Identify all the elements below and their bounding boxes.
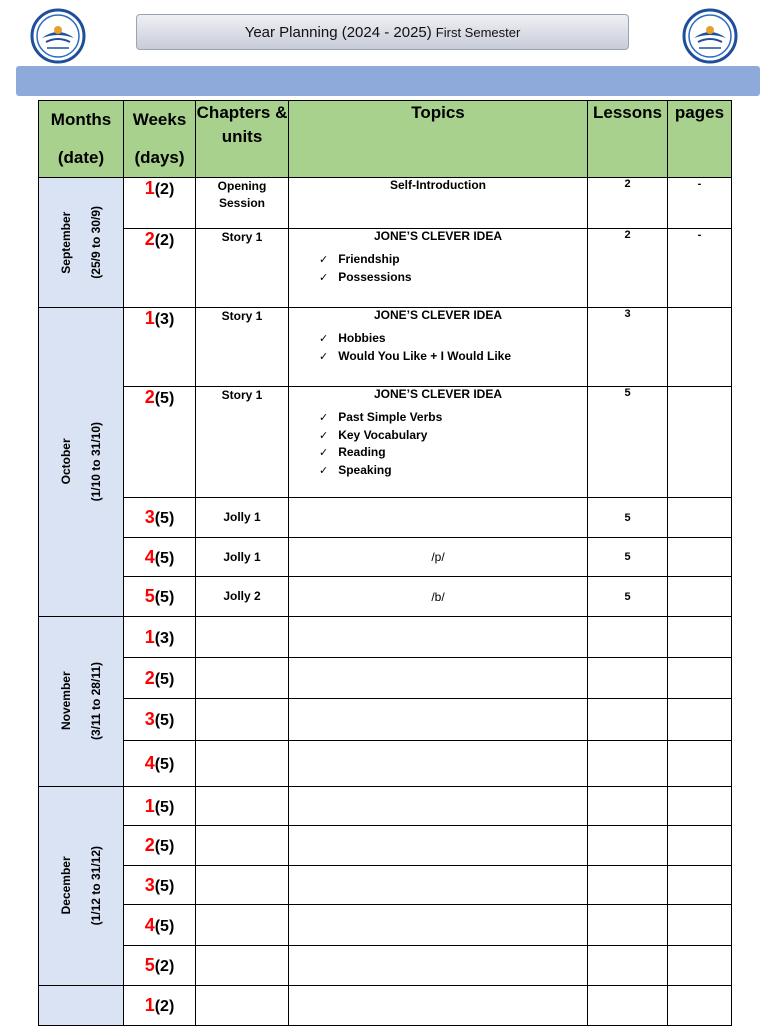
- week-cell: [124, 946, 196, 986]
- week-number: 5: [144, 955, 155, 975]
- pages-cell: [668, 538, 732, 577]
- header-months-sub: (date): [57, 148, 105, 167]
- topic-cell: [289, 787, 588, 826]
- month-label-wrap: [39, 986, 123, 1025]
- topic-cell: [289, 699, 588, 741]
- table-row: [39, 178, 732, 229]
- week-number: 1: [144, 308, 155, 328]
- topic-item: Key Vocabulary: [338, 427, 428, 442]
- week-number: 4: [144, 546, 155, 567]
- chapter-cell: [196, 826, 289, 866]
- lessons-cell: [588, 986, 668, 1026]
- lessons-cell: 5: [588, 498, 668, 538]
- month-label: [51, 206, 111, 279]
- table-row: [39, 826, 732, 866]
- topic-cell: [289, 986, 588, 1026]
- check-icon: ✓: [319, 350, 329, 363]
- month-label-wrap: [39, 787, 123, 985]
- week-cell: [124, 826, 196, 866]
- topic-cell: [289, 826, 588, 866]
- month-date-range: (1/10 to 31/10): [89, 422, 103, 502]
- week-cell: [124, 658, 196, 699]
- header-weeks: [124, 101, 196, 178]
- title-main: Year Planning (2024 - 2025): [244, 23, 432, 41]
- week-days: (3): [154, 629, 175, 647]
- week-cell: [124, 787, 196, 826]
- table-row: [39, 787, 732, 826]
- lessons-cell: [588, 617, 668, 658]
- month-name: October: [59, 439, 73, 486]
- week-number: 2: [144, 387, 155, 407]
- week-days: (5): [154, 589, 175, 606]
- month-label: [51, 846, 111, 925]
- topic-item: Hobbies: [338, 331, 386, 345]
- topic-item: Would You Like + I Would Like: [338, 348, 512, 363]
- topic-item: Speaking: [338, 462, 392, 477]
- week-number: 1: [144, 178, 155, 198]
- chapter-cell: [196, 905, 289, 946]
- chapter-cell: Jolly 1: [196, 538, 289, 577]
- week-days: (5): [154, 756, 175, 773]
- chapter-cell: [196, 617, 289, 658]
- lessons-cell: 5: [588, 538, 668, 577]
- pages-cell: [668, 826, 732, 866]
- month-name: September: [59, 211, 73, 274]
- month-label: [51, 662, 111, 740]
- lessons-cell: [588, 787, 668, 826]
- school-logo-icon: [682, 8, 738, 64]
- week-number: 1: [144, 795, 155, 816]
- header-months-label: Months: [50, 110, 112, 129]
- week-days: (2): [154, 181, 175, 198]
- pages-cell: [668, 308, 732, 387]
- week-number: 4: [144, 914, 155, 935]
- month-date-range: (1/12 to 31/12): [89, 846, 103, 926]
- chapter-cell: [196, 946, 289, 986]
- check-icon: ✓: [319, 254, 329, 266]
- pages-cell: [668, 986, 732, 1026]
- week-days: (5): [154, 877, 175, 895]
- month-label-wrap: [39, 178, 123, 307]
- header-months: [39, 101, 124, 178]
- month-cell: [39, 178, 124, 308]
- week-number: 1: [144, 626, 155, 647]
- list-item: [319, 444, 587, 462]
- week-cell: [124, 866, 196, 905]
- topic-cell: [289, 577, 588, 617]
- pages-cell: [668, 617, 732, 658]
- week-cell: [124, 178, 196, 229]
- week-number: 3: [144, 507, 155, 527]
- lessons-cell: 5: [588, 577, 668, 617]
- pages-cell: -: [668, 229, 732, 308]
- lessons-cell: [588, 826, 668, 866]
- table-row: [39, 229, 732, 308]
- week-number: 2: [144, 835, 155, 855]
- chapter-cell: [196, 741, 289, 787]
- topic-title: Self-Introduction: [390, 178, 486, 192]
- chapter-cell: [196, 866, 289, 905]
- month-date-range: (3/11 to 28/11): [89, 662, 103, 741]
- list-item: [319, 427, 587, 445]
- week-cell: [124, 905, 196, 946]
- pages-cell: [668, 787, 732, 826]
- table-row: [39, 905, 732, 946]
- chapter-cell: [196, 986, 289, 1026]
- table-row: [39, 387, 732, 498]
- table-row: [39, 577, 732, 617]
- list-item: [319, 462, 587, 480]
- chapter-cell: Story 1: [196, 229, 289, 308]
- header-chapters: Chapters & units: [196, 101, 289, 178]
- list-item: [319, 269, 587, 287]
- header-pages: pages: [668, 101, 732, 178]
- week-cell: [124, 387, 196, 498]
- week-number: 4: [144, 753, 155, 773]
- table-row: [39, 498, 732, 538]
- table-row: [39, 699, 732, 741]
- topic-list: [289, 330, 587, 365]
- month-label: [51, 422, 111, 501]
- year-planning-table: [38, 100, 732, 1026]
- lessons-cell: 5: [588, 387, 668, 498]
- lessons-cell: 2: [588, 178, 668, 229]
- week-days: (3): [154, 311, 175, 328]
- pages-cell: [668, 699, 732, 741]
- topic-title: JONE’S CLEVER IDEA: [373, 308, 503, 322]
- week-days: (5): [154, 510, 175, 527]
- table-row: [39, 308, 732, 387]
- topic-cell: [289, 178, 588, 229]
- topic-cell: [289, 229, 588, 308]
- topic-cell: [289, 387, 588, 498]
- topic-cell: [289, 741, 588, 787]
- topic-title: JONE’S CLEVER IDEA: [373, 229, 503, 243]
- week-days: (2): [154, 232, 175, 249]
- check-icon: ✓: [319, 447, 329, 459]
- check-icon: ✓: [319, 333, 329, 345]
- lessons-cell: [588, 699, 668, 741]
- pages-cell: [668, 577, 732, 617]
- topic-cell: [289, 658, 588, 699]
- topic-cell: [289, 946, 588, 986]
- check-icon: ✓: [319, 412, 329, 424]
- week-days: (5): [154, 670, 175, 688]
- topic-cell: [289, 905, 588, 946]
- header-weeks-sub: (days): [134, 148, 185, 167]
- week-number: 3: [144, 874, 155, 895]
- pages-cell: [668, 741, 732, 787]
- week-days: (5): [154, 838, 175, 855]
- topic-list: [289, 251, 587, 286]
- pages-cell: [668, 866, 732, 905]
- pages-cell: -: [668, 178, 732, 229]
- pages-cell: [668, 946, 732, 986]
- table-row: [39, 617, 732, 658]
- page-title: [136, 14, 629, 50]
- month-cell: [39, 308, 124, 617]
- lessons-cell: [588, 741, 668, 787]
- chapter-cell: Opening Session: [196, 178, 289, 229]
- school-logo-icon: [30, 8, 86, 64]
- chapter-cell: [196, 658, 289, 699]
- week-number: 1: [144, 995, 155, 1015]
- chapter-cell: Story 1: [196, 308, 289, 387]
- title-semester: First Semester: [435, 24, 521, 40]
- week-number: 3: [144, 709, 155, 729]
- month-label-wrap: [39, 308, 123, 616]
- month-cell: [39, 787, 124, 986]
- topic-cell: [289, 498, 588, 538]
- list-item: [319, 251, 587, 269]
- check-icon: ✓: [319, 464, 329, 477]
- week-cell: [124, 498, 196, 538]
- week-cell: [124, 577, 196, 617]
- header-topics: Topics: [289, 101, 588, 178]
- topic-title: /b/: [431, 589, 445, 604]
- week-number: 2: [144, 667, 155, 688]
- chapter-cell: Story 1: [196, 387, 289, 498]
- table-row: [39, 658, 732, 699]
- topic-cell: [289, 538, 588, 577]
- week-days: (5): [154, 917, 175, 935]
- pages-cell: [668, 658, 732, 699]
- topic-cell: [289, 308, 588, 387]
- check-icon: ✓: [319, 271, 329, 284]
- month-label-wrap: [39, 617, 123, 786]
- list-item: [319, 330, 587, 348]
- topic-title: /p/: [431, 550, 445, 564]
- table-row: [39, 538, 732, 577]
- chapter-cell: [196, 699, 289, 741]
- week-cell: [124, 699, 196, 741]
- month-cell: [39, 986, 124, 1026]
- lessons-cell: 2: [588, 229, 668, 308]
- topic-list: [289, 409, 587, 479]
- pages-cell: [668, 905, 732, 946]
- table-row: [39, 986, 732, 1026]
- table-row: [39, 946, 732, 986]
- list-item: [319, 348, 587, 366]
- week-days: (5): [154, 390, 175, 407]
- week-number: 5: [144, 586, 155, 606]
- week-number: 2: [144, 229, 155, 249]
- header-weeks-label: Weeks: [132, 110, 187, 129]
- lessons-cell: 3: [588, 308, 668, 387]
- topic-title: JONE’S CLEVER IDEA: [373, 387, 503, 401]
- table-row: [39, 741, 732, 787]
- chapter-cell: Jolly 1: [196, 498, 289, 538]
- topic-item: Past Simple Verbs: [338, 410, 443, 424]
- week-cell: [124, 617, 196, 658]
- topic-cell: [289, 617, 588, 658]
- lessons-cell: [588, 946, 668, 986]
- week-cell: [124, 986, 196, 1026]
- topic-item: Reading: [338, 445, 386, 459]
- week-days: (2): [154, 998, 175, 1015]
- header-lessons: Lessons: [588, 101, 668, 178]
- week-cell: [124, 538, 196, 577]
- week-cell: [124, 308, 196, 387]
- month-name: November: [59, 672, 73, 731]
- pages-cell: [668, 498, 732, 538]
- check-icon: ✓: [319, 429, 329, 442]
- lessons-cell: [588, 658, 668, 699]
- week-days: (5): [154, 712, 175, 729]
- week-days: (5): [154, 798, 175, 816]
- pages-cell: [668, 387, 732, 498]
- chapter-cell: [196, 787, 289, 826]
- lessons-cell: [588, 905, 668, 946]
- topic-item: Friendship: [338, 252, 400, 266]
- table-row: [39, 866, 732, 905]
- month-date-range: (25/9 to 30/9): [89, 206, 103, 279]
- month-cell: [39, 617, 124, 787]
- lessons-cell: [588, 866, 668, 905]
- month-name: December: [59, 856, 73, 916]
- list-item: [319, 409, 587, 427]
- week-cell: [124, 229, 196, 308]
- week-days: (5): [154, 549, 175, 567]
- week-days: (2): [154, 958, 175, 975]
- banner-bar: [16, 66, 760, 96]
- week-cell: [124, 741, 196, 787]
- table-header-row: [39, 101, 732, 178]
- topic-item: Possessions: [338, 269, 412, 284]
- chapter-cell: Jolly 2: [196, 577, 289, 617]
- topic-cell: [289, 866, 588, 905]
